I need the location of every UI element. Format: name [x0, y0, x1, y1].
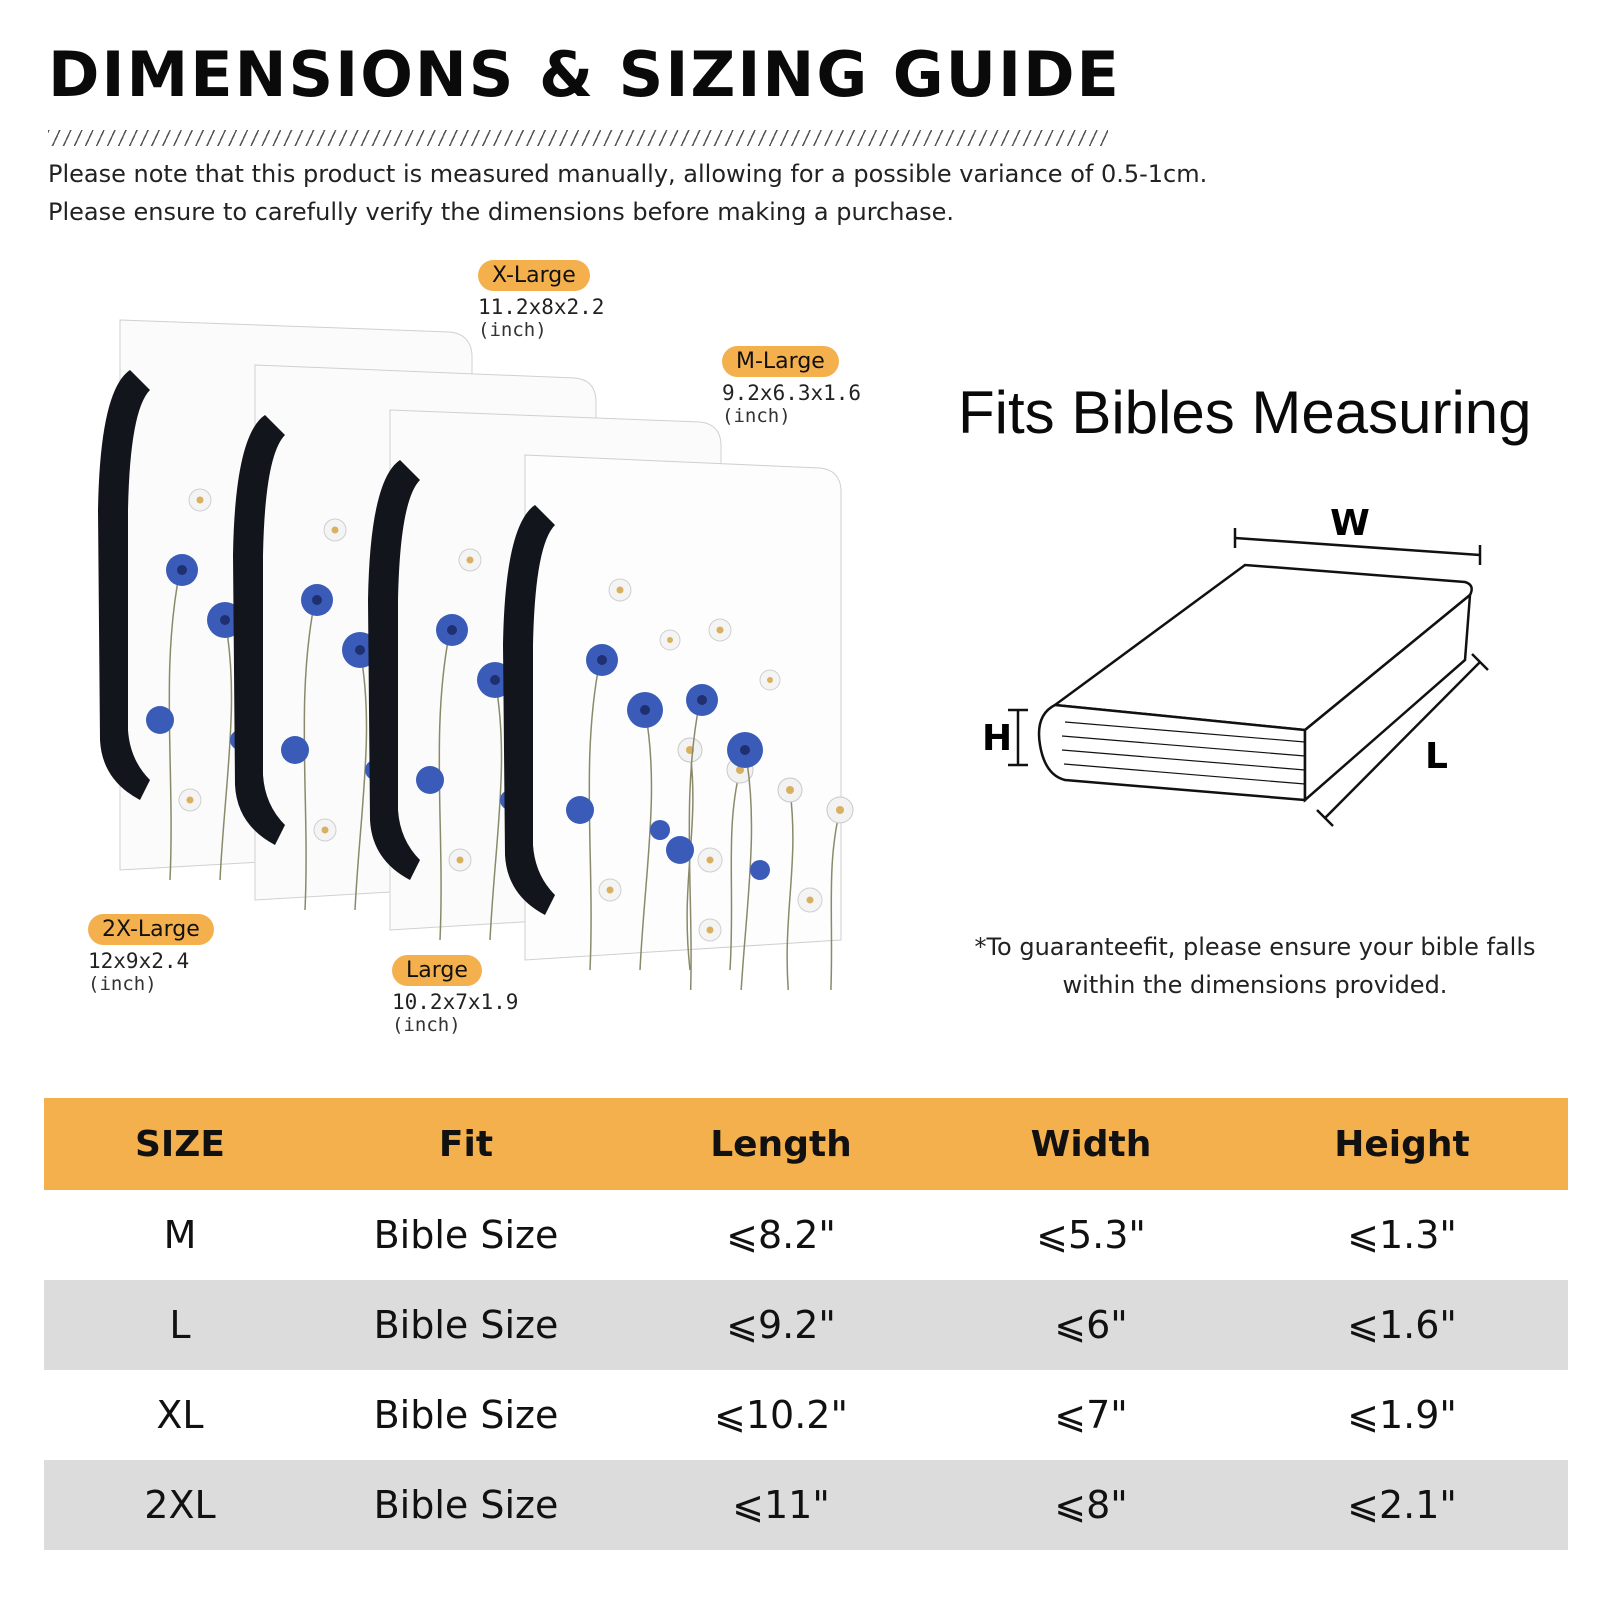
- cell-length: ⩽10.2": [714, 1393, 848, 1437]
- table-row: [44, 1370, 1568, 1460]
- w-label: W: [1330, 503, 1370, 544]
- page-title: DIMENSIONS & SIZING GUIDE: [48, 38, 1121, 111]
- cell-fit: Bible Size: [373, 1213, 559, 1257]
- table-row: [44, 1280, 1568, 1370]
- size-table: [44, 1098, 1568, 1550]
- bible-covers-illustration: [90, 310, 890, 990]
- size-pill-2xlarge: 2X-Large: [88, 914, 214, 945]
- size-dims-mlarge: 9.2x6.3x1.6: [722, 381, 862, 405]
- header-height: Height: [1334, 1123, 1470, 1165]
- header-fit: Fit: [438, 1123, 494, 1165]
- cell-size: XL: [156, 1393, 204, 1437]
- book-measure-diagram: [980, 500, 1540, 860]
- table-row: [44, 1190, 1568, 1280]
- table-row: [44, 1460, 1568, 1550]
- size-dims-xlarge: 11.2x8x2.2: [478, 295, 605, 319]
- table-header-row: [44, 1098, 1568, 1190]
- cell-width: ⩽6": [1054, 1303, 1128, 1347]
- size-pill-xlarge: X-Large: [478, 260, 590, 291]
- header-length: Length: [710, 1123, 852, 1165]
- size-unit-mlarge: (inch): [722, 405, 791, 427]
- cell-size: 2XL: [144, 1483, 216, 1527]
- guarantee-line-2: within the dimensions provided.: [1062, 971, 1448, 999]
- cell-height: ⩽1.6": [1347, 1303, 1457, 1347]
- h-label: H: [982, 718, 1013, 759]
- size-unit-large: (inch): [392, 1014, 461, 1036]
- cell-width: ⩽7": [1054, 1393, 1128, 1437]
- guarantee-note: [940, 928, 1570, 1004]
- cell-length: ⩽8.2": [726, 1213, 836, 1257]
- size-pill-mlarge: M-Large: [722, 346, 839, 377]
- cell-height: ⩽2.1": [1347, 1483, 1457, 1527]
- cell-height: ⩽1.3": [1347, 1213, 1457, 1257]
- header-size: SIZE: [134, 1123, 226, 1165]
- cover-m-large: [503, 455, 853, 990]
- size-dims-2xlarge: 12x9x2.4: [88, 949, 190, 973]
- cell-length: ⩽9.2": [726, 1303, 836, 1347]
- cell-width: ⩽5.3": [1036, 1213, 1146, 1257]
- cell-width: ⩽8": [1054, 1483, 1128, 1527]
- size-pill-large: Large: [392, 955, 482, 986]
- cell-height: ⩽1.9": [1347, 1393, 1457, 1437]
- cell-size: L: [169, 1303, 191, 1347]
- size-unit-2xlarge: (inch): [88, 973, 157, 995]
- size-unit-xlarge: (inch): [478, 319, 547, 341]
- size-dims-large: 10.2x7x1.9: [392, 990, 519, 1014]
- cell-fit: Bible Size: [373, 1483, 559, 1527]
- cell-length: ⩽11": [732, 1483, 830, 1527]
- hatch-divider: [48, 130, 1108, 146]
- l-label: L: [1425, 736, 1448, 777]
- guarantee-line-1: *To guaranteefit, please ensure your bible falls: [974, 933, 1536, 961]
- cell-fit: Bible Size: [373, 1393, 559, 1437]
- header-width: Width: [1030, 1123, 1152, 1165]
- variance-note: Please note that this product is measured manually, allowing for a possible variance of 0.5-1cm.: [48, 160, 1208, 188]
- fits-heading: Fits Bibles Measuring: [958, 379, 1532, 446]
- cell-fit: Bible Size: [373, 1303, 559, 1347]
- cell-size: M: [163, 1213, 197, 1257]
- verify-note: Please ensure to carefully verify the dimensions before making a purchase.: [48, 198, 955, 226]
